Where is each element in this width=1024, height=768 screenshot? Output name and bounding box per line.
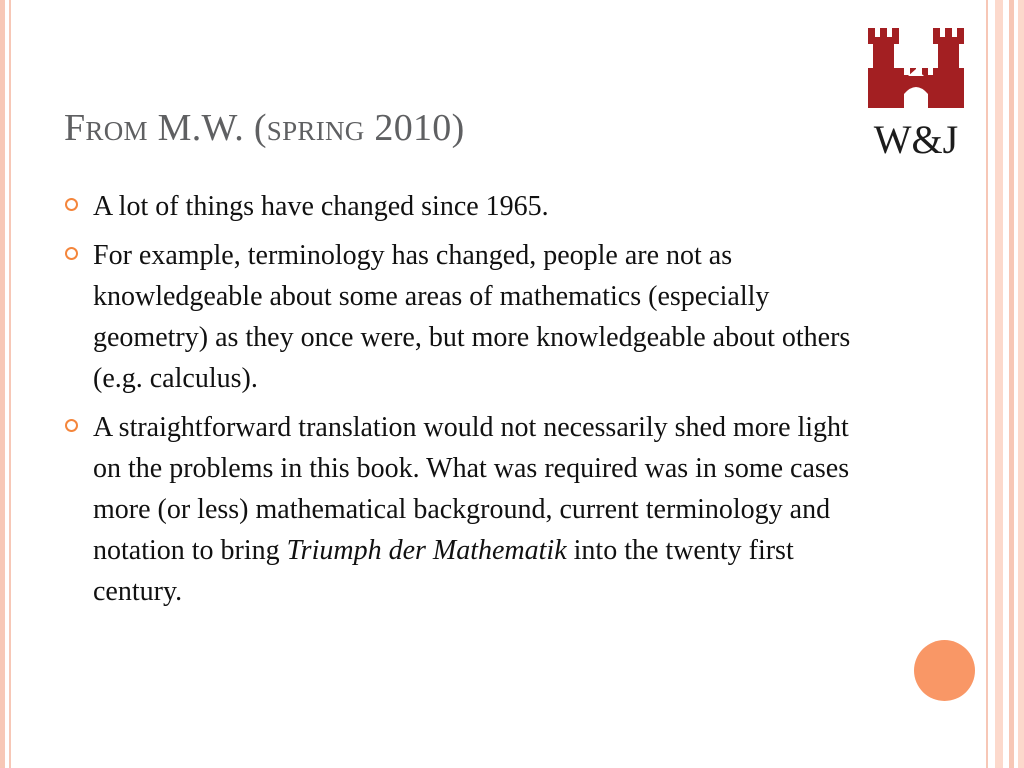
right-border-stripe [1018,0,1024,768]
bullet-text-part: into the twenty first century. [93,535,794,607]
bullet-text: A lot of things have changed since 1965. [93,191,549,222]
bullet-item [64,186,874,227]
left-border-stripe [0,0,5,768]
castle-icon [862,24,970,116]
right-border-stripe [1009,0,1014,768]
bullet-list [64,186,874,620]
decorative-circle [914,640,975,701]
logo-text: W&J [873,117,959,162]
right-border-stripe [986,0,988,768]
bullet-circle-icon [65,247,78,260]
book-title: Triumph der Mathematik [286,535,567,566]
bullet-circle-icon [65,419,78,432]
bullet-text-part: A straightforward translation would not necessarily shed more light on the problems in this book. What was required was in some cases more (or less) mathematical background, current terminology and notation to bring [93,412,850,566]
bullet-circle-icon [65,198,78,211]
left-border-line [9,0,11,768]
bullet-text [93,412,849,607]
right-border-stripe [995,0,1003,768]
bullet-item [64,235,874,399]
slide-title: From M.W. (spring 2010) [64,107,465,149]
bullet-text: For example, terminology has changed, people are not as knowledgeable about some areas of mathematics (especially geometry) as they once were, but more knowledgeable about others (e.g. calculus). [93,240,851,394]
bullet-item [64,407,874,612]
wj-logo [862,24,970,164]
